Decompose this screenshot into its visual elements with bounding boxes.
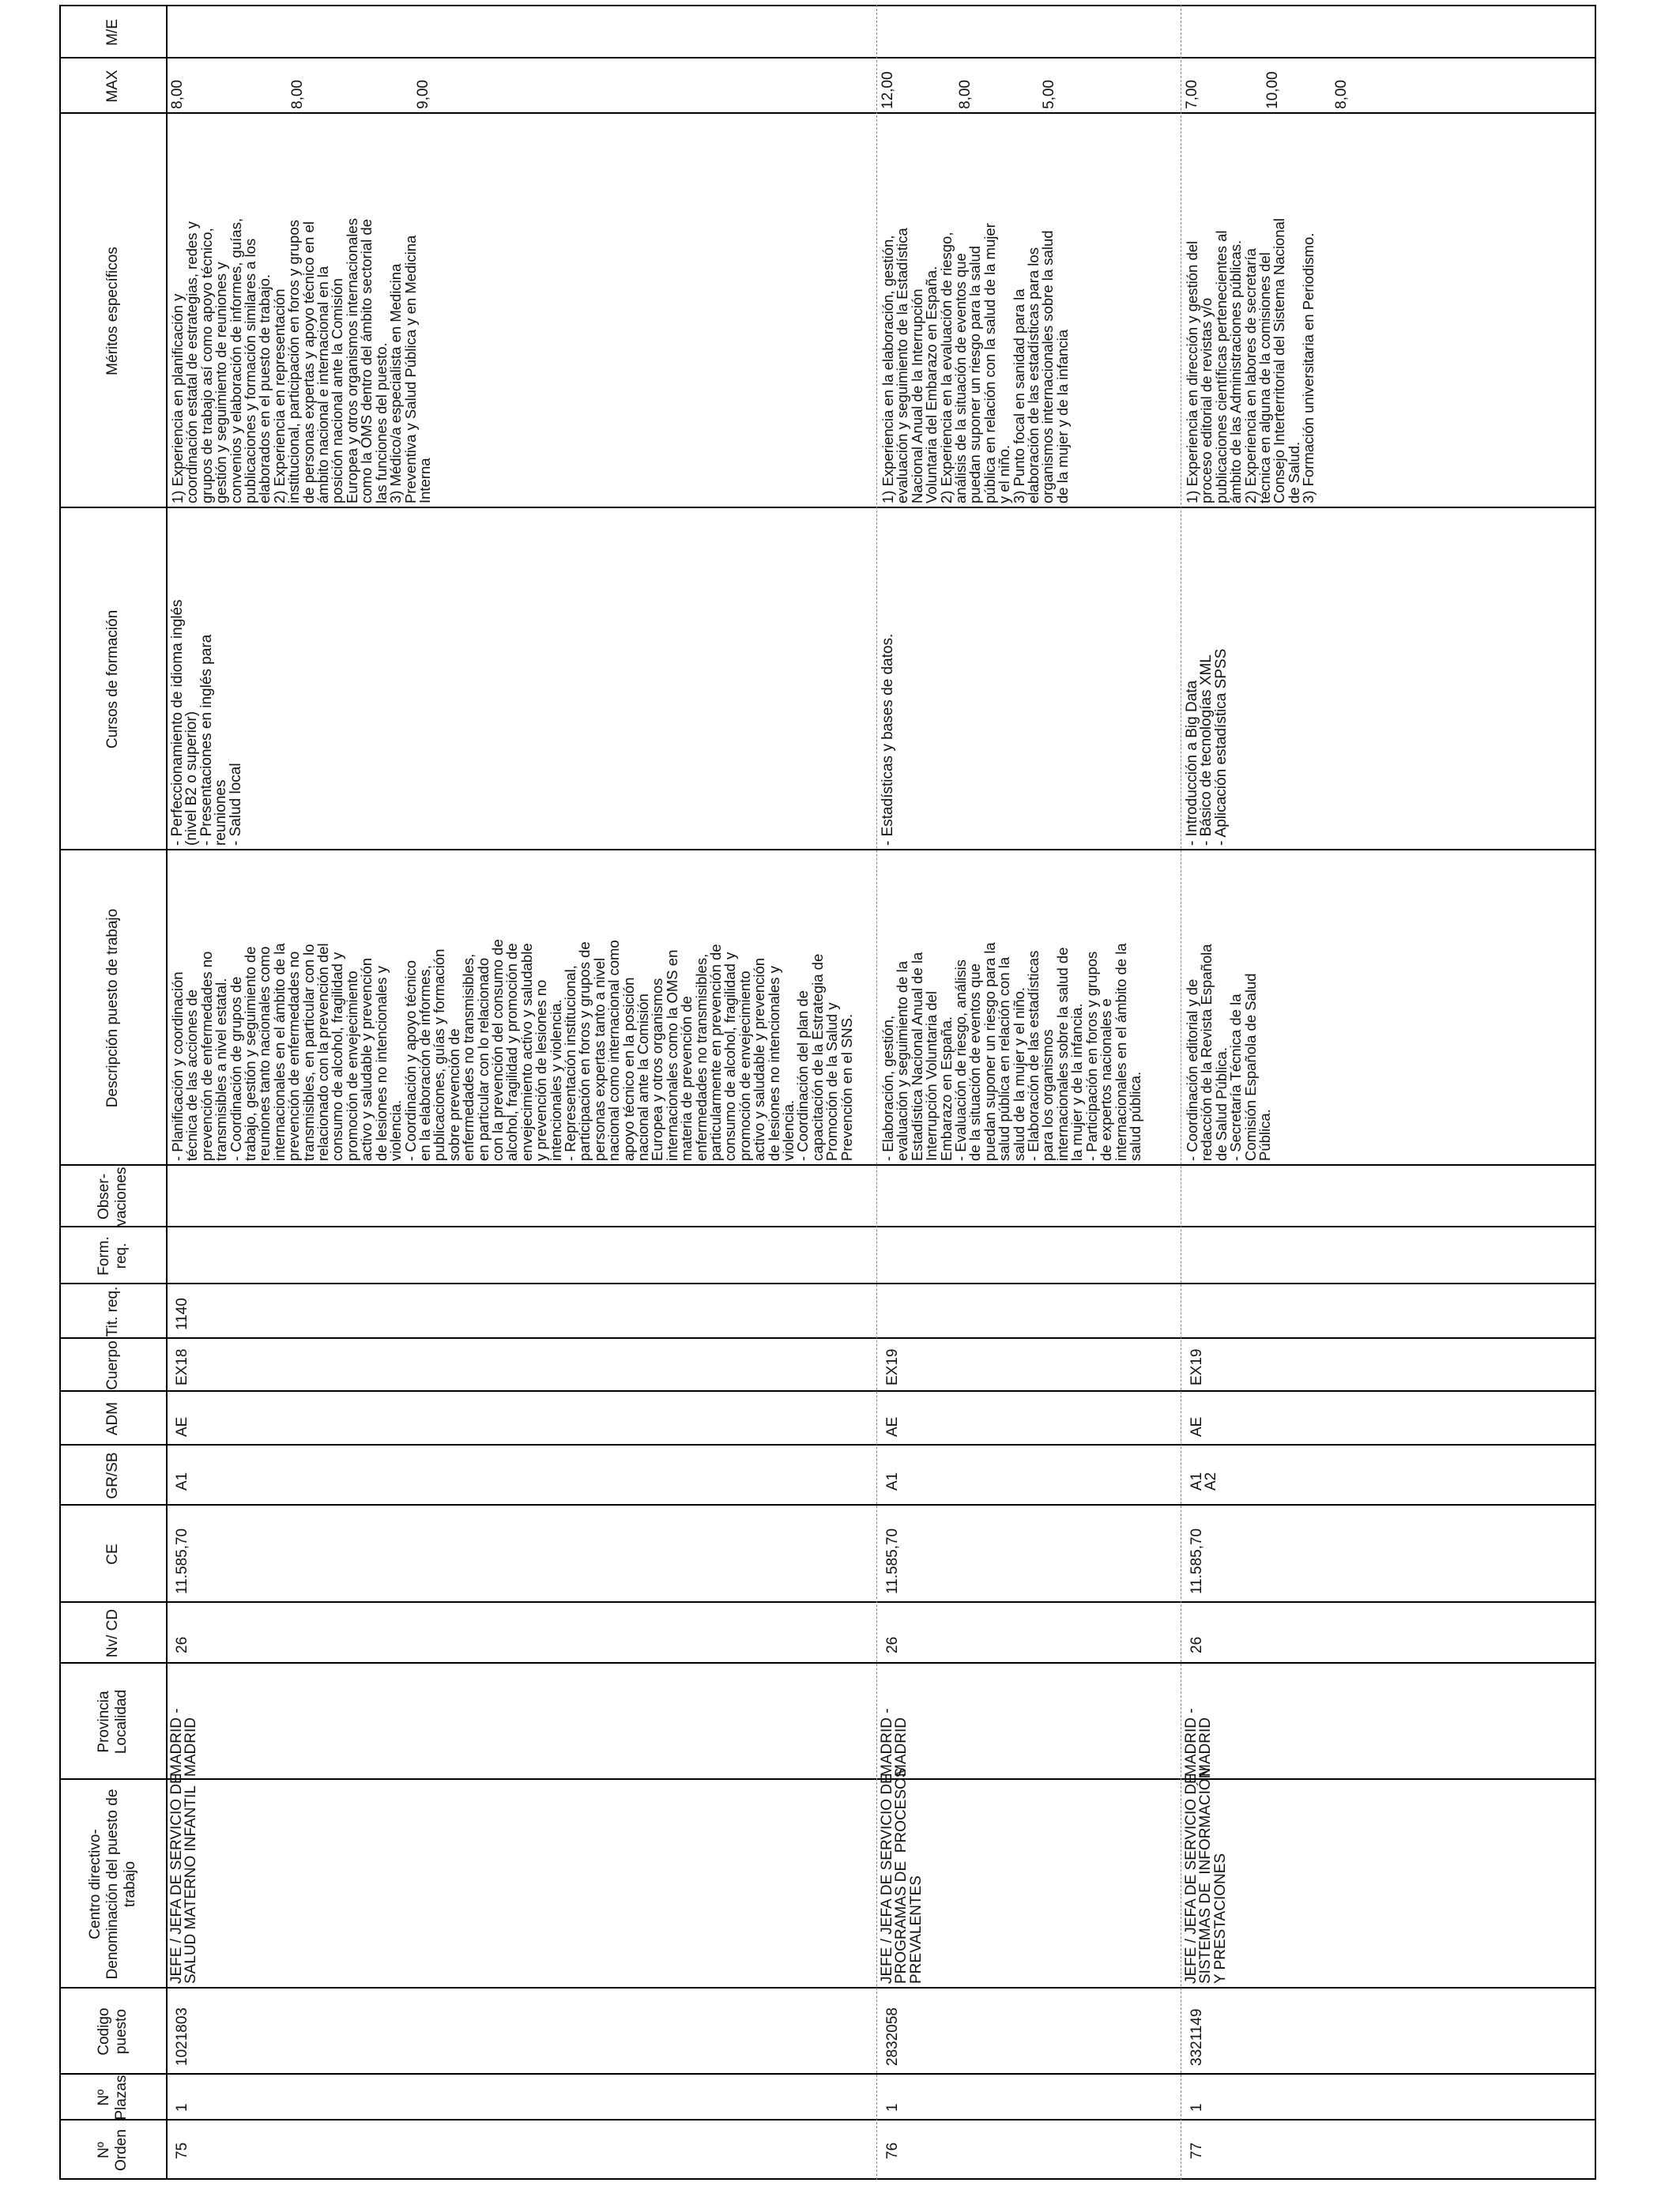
nivel-cell: 26 <box>884 1636 901 1653</box>
max-value: 8,00 <box>1333 80 1350 109</box>
max-value: 10,00 <box>1264 71 1281 109</box>
cuerpo-cell: EX18 <box>174 1348 190 1385</box>
max-value: 7,00 <box>1184 80 1200 109</box>
ce-cell: 11.585,70 <box>174 1528 190 1594</box>
centro-cell: JEFE / JEFA DE SERVICIO DE SALUD MATERNO INFANTIL <box>168 1774 200 1984</box>
max-value: 8,00 <box>957 80 974 109</box>
provincia-cell: MADRID - MADRID <box>1183 1708 1215 1777</box>
header-adm: ADM <box>104 1401 121 1436</box>
ce-cell: 11.585,70 <box>884 1528 901 1594</box>
header-ce: CE <box>104 1544 121 1565</box>
grupo-cell: A1 A2 <box>1188 1472 1220 1491</box>
centro-cell: JEFE / JEFA DE SERVICIO DE PROGRAMAS DE PROCESOS PREVALENTES <box>879 1767 925 1984</box>
descripcion-cell: - Coordinación editorial y de redacción de la Revista Española de Salud Pública. - Secretaría Técnica de la Comisión Española de Salud Pública. <box>1184 944 1274 1161</box>
job-positions-table <box>59 5 1596 2180</box>
header-formacion: Form. req. <box>95 1236 130 1276</box>
adm-cell: AE <box>884 1416 901 1437</box>
cuerpo-cell: EX19 <box>884 1348 901 1385</box>
cursos-cell: - Introducción a Big Data - Básico de tecnologías XML - Aplicación estadística SPSS <box>1184 648 1230 846</box>
grupo-cell: A1 <box>174 1472 190 1491</box>
header-meritos: Méritos específicos <box>104 247 121 375</box>
codigo-cell: 3321149 <box>1188 2008 1205 2066</box>
header-max: MAX <box>104 70 121 103</box>
cursos-cell: - Perfeccionamiento de idioma inglés (nivel B2 o superior) - Presentaciones en inglés para reuniones - Salud local <box>169 599 244 846</box>
meritos-cell: 1) Experiencia en planificación y coordinación estatal de estrategias, redes y grupos de trabajo así como apoyo técnico, gestión y seguimiento de reuniones y convenios y elaboración de informes, guías, publicaciones y formación similares a los elaborados en el puesto de trabajo. 2) Experiencia en representación institucional, participación en foros y grupos de personas expertas y apoyo técnico en el ámbito nacional e internacional en la posición nacional ante la Comisión Europea y otros organismos internacionales como la OMS dentro del ámbito sectorial de las funciones del puesto. 3) Médico/a especialista en Medicina Preventiva y Salud Pública y en Medicina Interna <box>169 218 433 503</box>
titulacion-cell: 1140 <box>174 1298 190 1330</box>
ce-cell: 11.585,70 <box>1188 1528 1205 1594</box>
header-cursos: Cursos de formación <box>104 609 121 749</box>
adm-cell: AE <box>1188 1416 1205 1437</box>
max-value: 9,00 <box>415 80 431 109</box>
max-value: 12,00 <box>880 71 896 109</box>
header-codigo: Codigo puesto <box>95 2007 130 2056</box>
codigo-cell: 1021803 <box>174 2007 190 2066</box>
adm-cell: AE <box>174 1416 190 1437</box>
header-provincia: Provincia Localidad <box>95 1689 130 1755</box>
orden-cell: 75 <box>174 2142 190 2159</box>
header-cuerpo: Cuerpo <box>104 1340 121 1390</box>
nivel-cell: 26 <box>1188 1636 1205 1653</box>
plazas-cell: 1 <box>884 2103 901 2112</box>
nivel-cell: 26 <box>174 1636 190 1653</box>
header-me: M/E <box>104 19 121 46</box>
header-observaciones: Obser- vaciones <box>95 1167 130 1227</box>
descripcion-cell: - Planificación y coordinación técnica de las acciones de prevención de enfermedades no transmisibles a nivel estatal. - Coordinación de grupos de trabajo, gestión y seguimiento de reuniones tanto nacionales como internacionales en el ámbito de la prevención de enfermedades no transmisibles, en particular con lo relacionado con la prevención del consumo de alcohol, fragilidad y promoción de envejecimiento activo y saludable y prevención de lesiones no intencionales y violencia. - Coordinación y apoyo técnico en la elaboración de informes, publicaciones, guías y formación sobre prevención de enfermedades no transmisibles, en particular con lo relacionado con la prevención del consumo de alcohol, fragilidad y promoción de envejecimiento activo y saludable y prevención de lesiones no intencionales y violencia. - Representación institucional, participación en foros y grupos de personas expertas tanto a nivel nacional como internacional como apoyo técnico en la posición nacional ante la Comisión Europea y otros organismos internacionales como la OMS en materia de prevención de enfermedades no transmisibles, particularmente en prevención de consumo de alcohol, fragilidad y promoción de envejecimiento activo y saludable y prevención de lesiones no intencionales y violencia. - Coordinación del plan de capacitación de la Estrategia de Promoción de la Salud y Prevención en el SNS. <box>169 939 855 1161</box>
descripcion-cell: - Elaboración, gestión, evaluación y seguimiento de la Estadística Nacional Anual de la Interrupción Voluntaria del Embarazo en España. - Evaluación de riesgo, análisis de la situación de eventos que puedan suponer un riesgo para la salud pública en relación con la salud de la mujer y el niño. - Elaboración de las estadísticas para los organismos internacionales sobre la salud de la mujer y de la infancia. - Participación en foros y grupos de expertos nacionales e internacionales en el ámbito de la salud pública. <box>880 942 1143 1161</box>
header-centro: Centro directivo- Denominación del puesto de trabajo <box>86 1789 138 1980</box>
max-value: 5,00 <box>1041 80 1057 109</box>
max-value: 8,00 <box>289 80 306 109</box>
header-nivel: Nv/ CD <box>104 1608 121 1658</box>
provincia-cell: MADRID - MADRID <box>879 1708 910 1777</box>
cuerpo-cell: EX19 <box>1188 1348 1205 1385</box>
header-titulacion: Tit. req. <box>104 1286 121 1337</box>
max-value: 8,00 <box>169 80 186 109</box>
plazas-cell: 1 <box>1188 2103 1205 2112</box>
header-orden: Nº Orden <box>95 2129 130 2171</box>
cursos-cell: - Estadísticas y bases de datos. <box>880 633 896 846</box>
grupo-cell: A1 <box>884 1472 901 1491</box>
orden-cell: 77 <box>1188 2142 1205 2159</box>
header-descripcion: Descripción puesto de trabajo <box>104 908 121 1108</box>
meritos-cell: 1) Experiencia en dirección y gestión del proceso editorial de revistas y/o publicaciones científicas pertenecientes al ámbito de las Administraciones públicas. 2) Experiencia en labores de secretaría técnica en alguna de la comisiones del Consejo Interterritorial del Sistema Nacional de Salud. 3) Formación universitaria en Periodismo. <box>1184 218 1317 503</box>
orden-cell: 76 <box>884 2142 901 2159</box>
provincia-cell: MADRID - MADRID <box>168 1708 200 1777</box>
header-grupo: GR/SB <box>104 1452 121 1499</box>
plazas-cell: 1 <box>174 2103 190 2112</box>
centro-cell: JEFE / JEFA DE SERVICIO DE SISTEMAS DE INFORMACIÓN Y PRESTACIONES <box>1183 1767 1229 1984</box>
header-plazas: Nº Plazas <box>95 2075 130 2120</box>
meritos-cell: 1) Experiencia en la elaboración, gestión, evaluación y seguimiento de la Estadística Nacional Anual de la Interrupción Voluntaria del Embarazo en España. 2) Experiencia en la evaluación de riesgo, análisis de la situación de eventos que puedan suponer un riesgo para la salud pública en relación con la salud de la mujer y el niño. 3) Punto focal en sanidad para la elaboración de las estadísticas para los organismos internacionales sobre la salud de la mujer y de la infancia <box>880 223 1071 503</box>
codigo-cell: 2832058 <box>884 2007 901 2066</box>
